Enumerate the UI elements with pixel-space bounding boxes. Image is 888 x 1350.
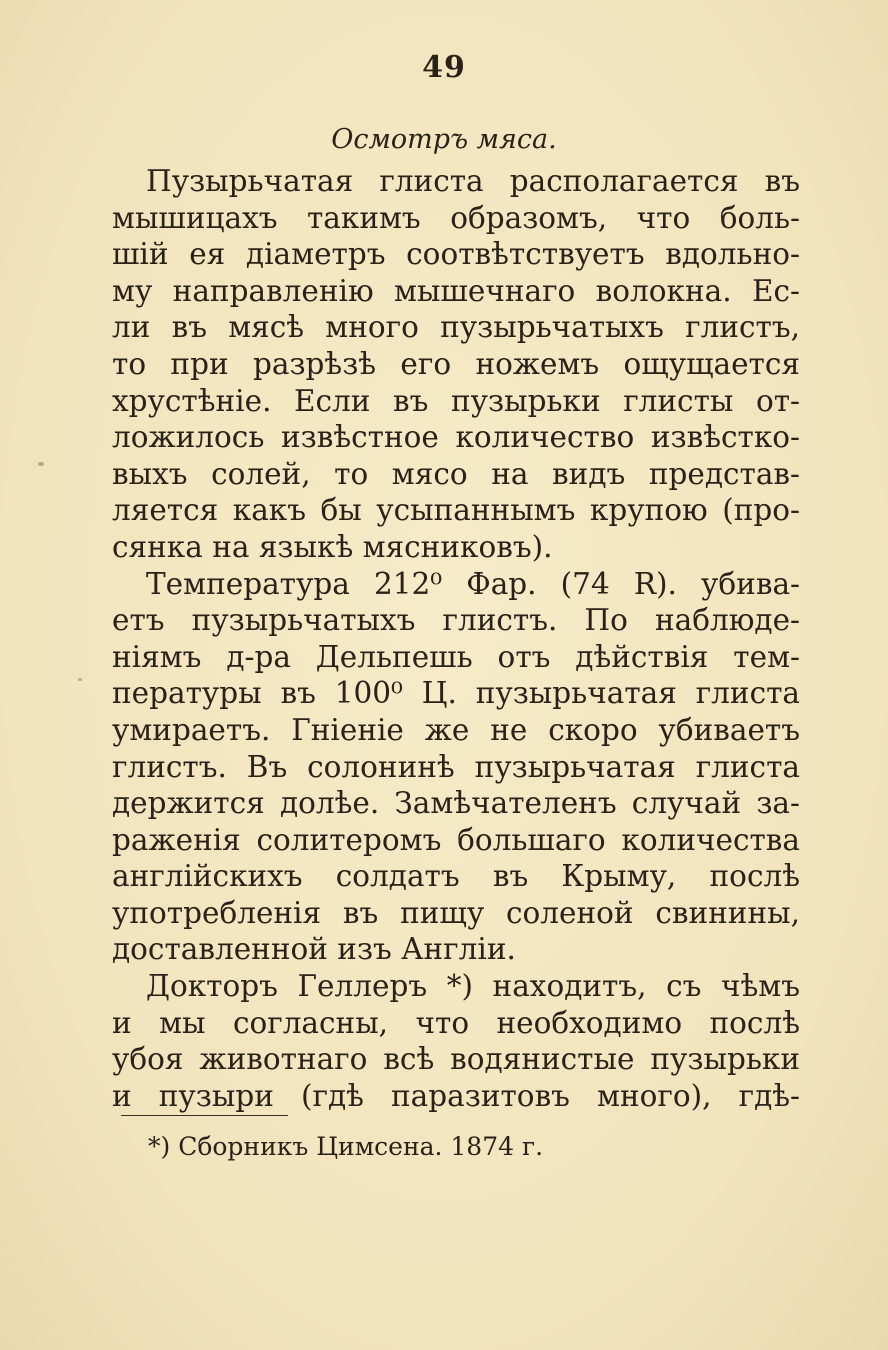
text-line: мышицахъ такимъ образомъ, что боль- bbox=[112, 200, 800, 235]
text-line: ляется какъ бы усыпаннымъ крупою (про- bbox=[112, 493, 800, 528]
text-line: сянка на языкѣ мясниковъ). bbox=[112, 529, 553, 564]
text-line: то при разрѣзѣ его ножемъ ощущается bbox=[112, 346, 800, 381]
text-line: Температура 212⁰ Фар. (74 R). убива- bbox=[146, 566, 800, 601]
body-text bbox=[112, 163, 800, 1114]
footnote-divider bbox=[121, 1115, 288, 1116]
footnote: *) Сборникъ Цимсена. 1874 г. bbox=[148, 1132, 544, 1161]
text-line: ніямъ д-ра Дельпешь отъ дѣйствія тем- bbox=[112, 639, 800, 674]
text-line: Докторъ Геллеръ *) находитъ, съ чѣмъ bbox=[146, 969, 800, 1004]
text-line: глистъ. Въ солонинѣ пузырьчатая глиста bbox=[112, 749, 800, 784]
ink-speck bbox=[38, 462, 44, 466]
text-line: шій ея діаметръ соотвѣтствуетъ вдольно- bbox=[112, 237, 800, 272]
text-line: выхъ солей, то мясо на видъ представ- bbox=[112, 456, 800, 491]
text-line: употребленія въ пищу соленой свинины, bbox=[112, 895, 800, 930]
text-line: хрустѣніе. Если въ пузырьки глисты от- bbox=[112, 383, 800, 418]
text-line: англійскихъ солдатъ въ Крыму, послѣ bbox=[112, 859, 800, 894]
text-line: раженія солитеромъ большаго количества bbox=[112, 822, 800, 857]
text-line: доставленной изъ Англіи. bbox=[112, 932, 516, 967]
text-line: убоя животнаго всѣ водянистые пузырьки bbox=[112, 1042, 800, 1077]
text-line: Пузырьчатая глиста располагается въ bbox=[146, 164, 800, 198]
ink-speck bbox=[78, 678, 82, 681]
text-line: пературы въ 100⁰ Ц. пузырьчатая глиста bbox=[112, 676, 800, 711]
text-line: му направленію мышечнаго волокна. Ес- bbox=[112, 273, 800, 308]
text-line: держится долѣе. Замѣчателенъ случай за- bbox=[112, 786, 800, 821]
text-line: ложилось извѣстное количество извѣстко- bbox=[112, 420, 800, 455]
text-line: ли въ мясѣ много пузырьчатыхъ глистъ, bbox=[112, 310, 800, 345]
section-title: Осмотръ мяса. bbox=[331, 124, 557, 155]
text-line: умираетъ. Гніеніе же не скоро убиваетъ bbox=[112, 712, 800, 747]
text-line: етъ пузырьчатыхъ глистъ. По наблюде- bbox=[112, 603, 800, 638]
text-line: и пузыри (гдѣ паразитовъ много), гдѣ- bbox=[112, 1078, 800, 1113]
page-number: 49 bbox=[422, 50, 466, 85]
text-line: и мы согласны, что необходимо послѣ bbox=[112, 1005, 800, 1040]
